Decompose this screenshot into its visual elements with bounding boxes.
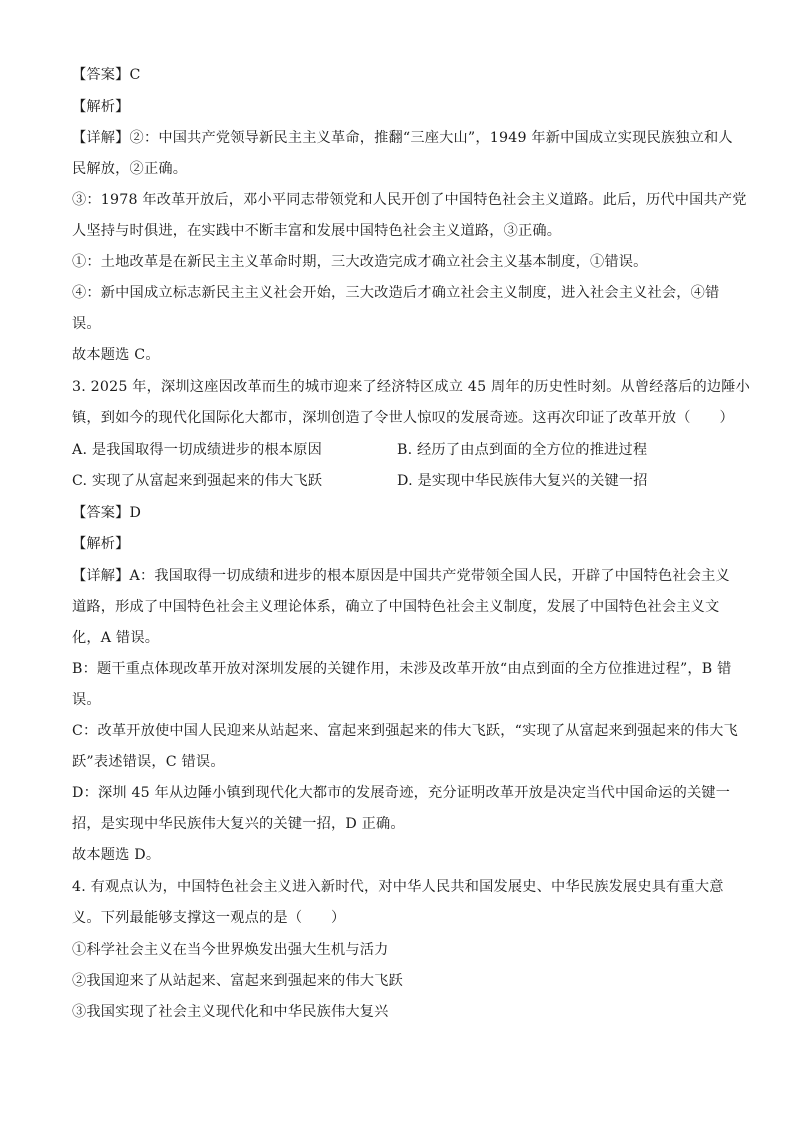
q2-conclusion: 故本题选 C。 bbox=[72, 347, 160, 363]
q3-option-a: A. 是我国取得一切成绩进步的根本原因 bbox=[72, 442, 323, 458]
q3-detail-line: B：题干重点体现改革开放对深圳发展的关键作用，未涉及改革开放“由点到面的全方位推进过程”，B 错 bbox=[72, 661, 732, 677]
q2-analysis-label: 【解析】 bbox=[72, 99, 130, 115]
q3-option-c: C. 实现了从富起来到强起来的伟大飞跃 bbox=[72, 473, 323, 489]
q3-detail-line: 招，是实现中华民族伟大复兴的关键一招，D 正确。 bbox=[72, 816, 405, 832]
q2-detail-line: 【详解】②：中国共产党领导新民主主义革命，推翻“三座大山”，1949 年新中国成立实现民族独立和人 bbox=[72, 130, 733, 146]
q3-detail-line: D：深圳 45 年从边陲小镇到现代化大都市的发展奇迹，充分证明改革开放是决定当代中国命运的关键一 bbox=[72, 785, 731, 801]
q3-detail-line: C：改革开放使中国人民迎来从站起来、富起来到强起来的伟大飞跃，“实现了从富起来到强起来的伟大飞 bbox=[72, 723, 738, 739]
q2-detail-line: ④：新中国成立标志新民主主义社会开始，三大改造后才确立社会主义制度，进入社会主义社会，④错 bbox=[72, 285, 720, 301]
q3-detail-line: 化，A 错误。 bbox=[72, 630, 160, 646]
q3-detail-line: 跃”表述错误，C 错误。 bbox=[72, 754, 225, 770]
q2-detail-line: 人坚持与时俱进，在实践中不断丰富和发展中国特色社会主义道路，③正确。 bbox=[72, 223, 562, 239]
q2-detail-line: 误。 bbox=[72, 316, 101, 332]
q3-detail-line: 【详解】A：我国取得一切成绩和进步的根本原因是中国共产党带领全国人民，开辟了中国特色社会主义 bbox=[72, 568, 730, 584]
q3-conclusion: 故本题选 D。 bbox=[72, 847, 161, 863]
q3-analysis-label: 【解析】 bbox=[72, 536, 130, 552]
q3-answer: 【答案】D bbox=[72, 505, 142, 521]
q4-item: ③我国实现了社会主义现代化和中华民族伟大复兴 bbox=[72, 1004, 389, 1020]
q2-answer: 【答案】C bbox=[72, 67, 141, 83]
q4-item: ①科学社会主义在当今世界焕发出强大生机与活力 bbox=[72, 942, 389, 958]
q3-stem-line: 镇，到如今的现代化国际化大都市，深圳创造了令世人惊叹的发展奇迹。这再次印证了改革开放（ ） bbox=[72, 410, 734, 426]
q2-detail-line: ③：1978 年改革开放后，邓小平同志带领党和人民开创了中国特色社会主义道路。此后，历代中国共产党 bbox=[72, 192, 747, 208]
q3-option-d: D. 是实现中华民族伟大复兴的关键一招 bbox=[397, 473, 648, 489]
q4-stem-line: 4. 有观点认为，中国特色社会主义进入新时代，对中华人民共和国发展史、中华民族发展史具有重大意 bbox=[72, 879, 724, 895]
q3-detail-line: 误。 bbox=[72, 692, 101, 708]
q4-item: ②我国迎来了从站起来、富起来到强起来的伟大飞跃 bbox=[72, 973, 403, 989]
q4-stem-line: 义。下列最能够支撑这一观点的是（ ） bbox=[72, 910, 346, 926]
q3-detail-line: 道路，形成了中国特色社会主义理论体系，确立了中国特色社会主义制度，发展了中国特色社会主义文 bbox=[72, 599, 720, 615]
q2-detail-line: 民解放，②正确。 bbox=[72, 161, 188, 177]
q3-option-b: B. 经历了由点到面的全方位的推进过程 bbox=[397, 442, 648, 458]
q3-stem-line: 3. 2025 年，深圳这座因改革而生的城市迎来了经济特区成立 45 周年的历史性时刻。从曾经落后的边陲小 bbox=[72, 379, 751, 395]
q2-detail-line: ①：土地改革是在新民主主义革命时期，三大改造完成才确立社会主义基本制度，①错误。 bbox=[72, 254, 648, 270]
